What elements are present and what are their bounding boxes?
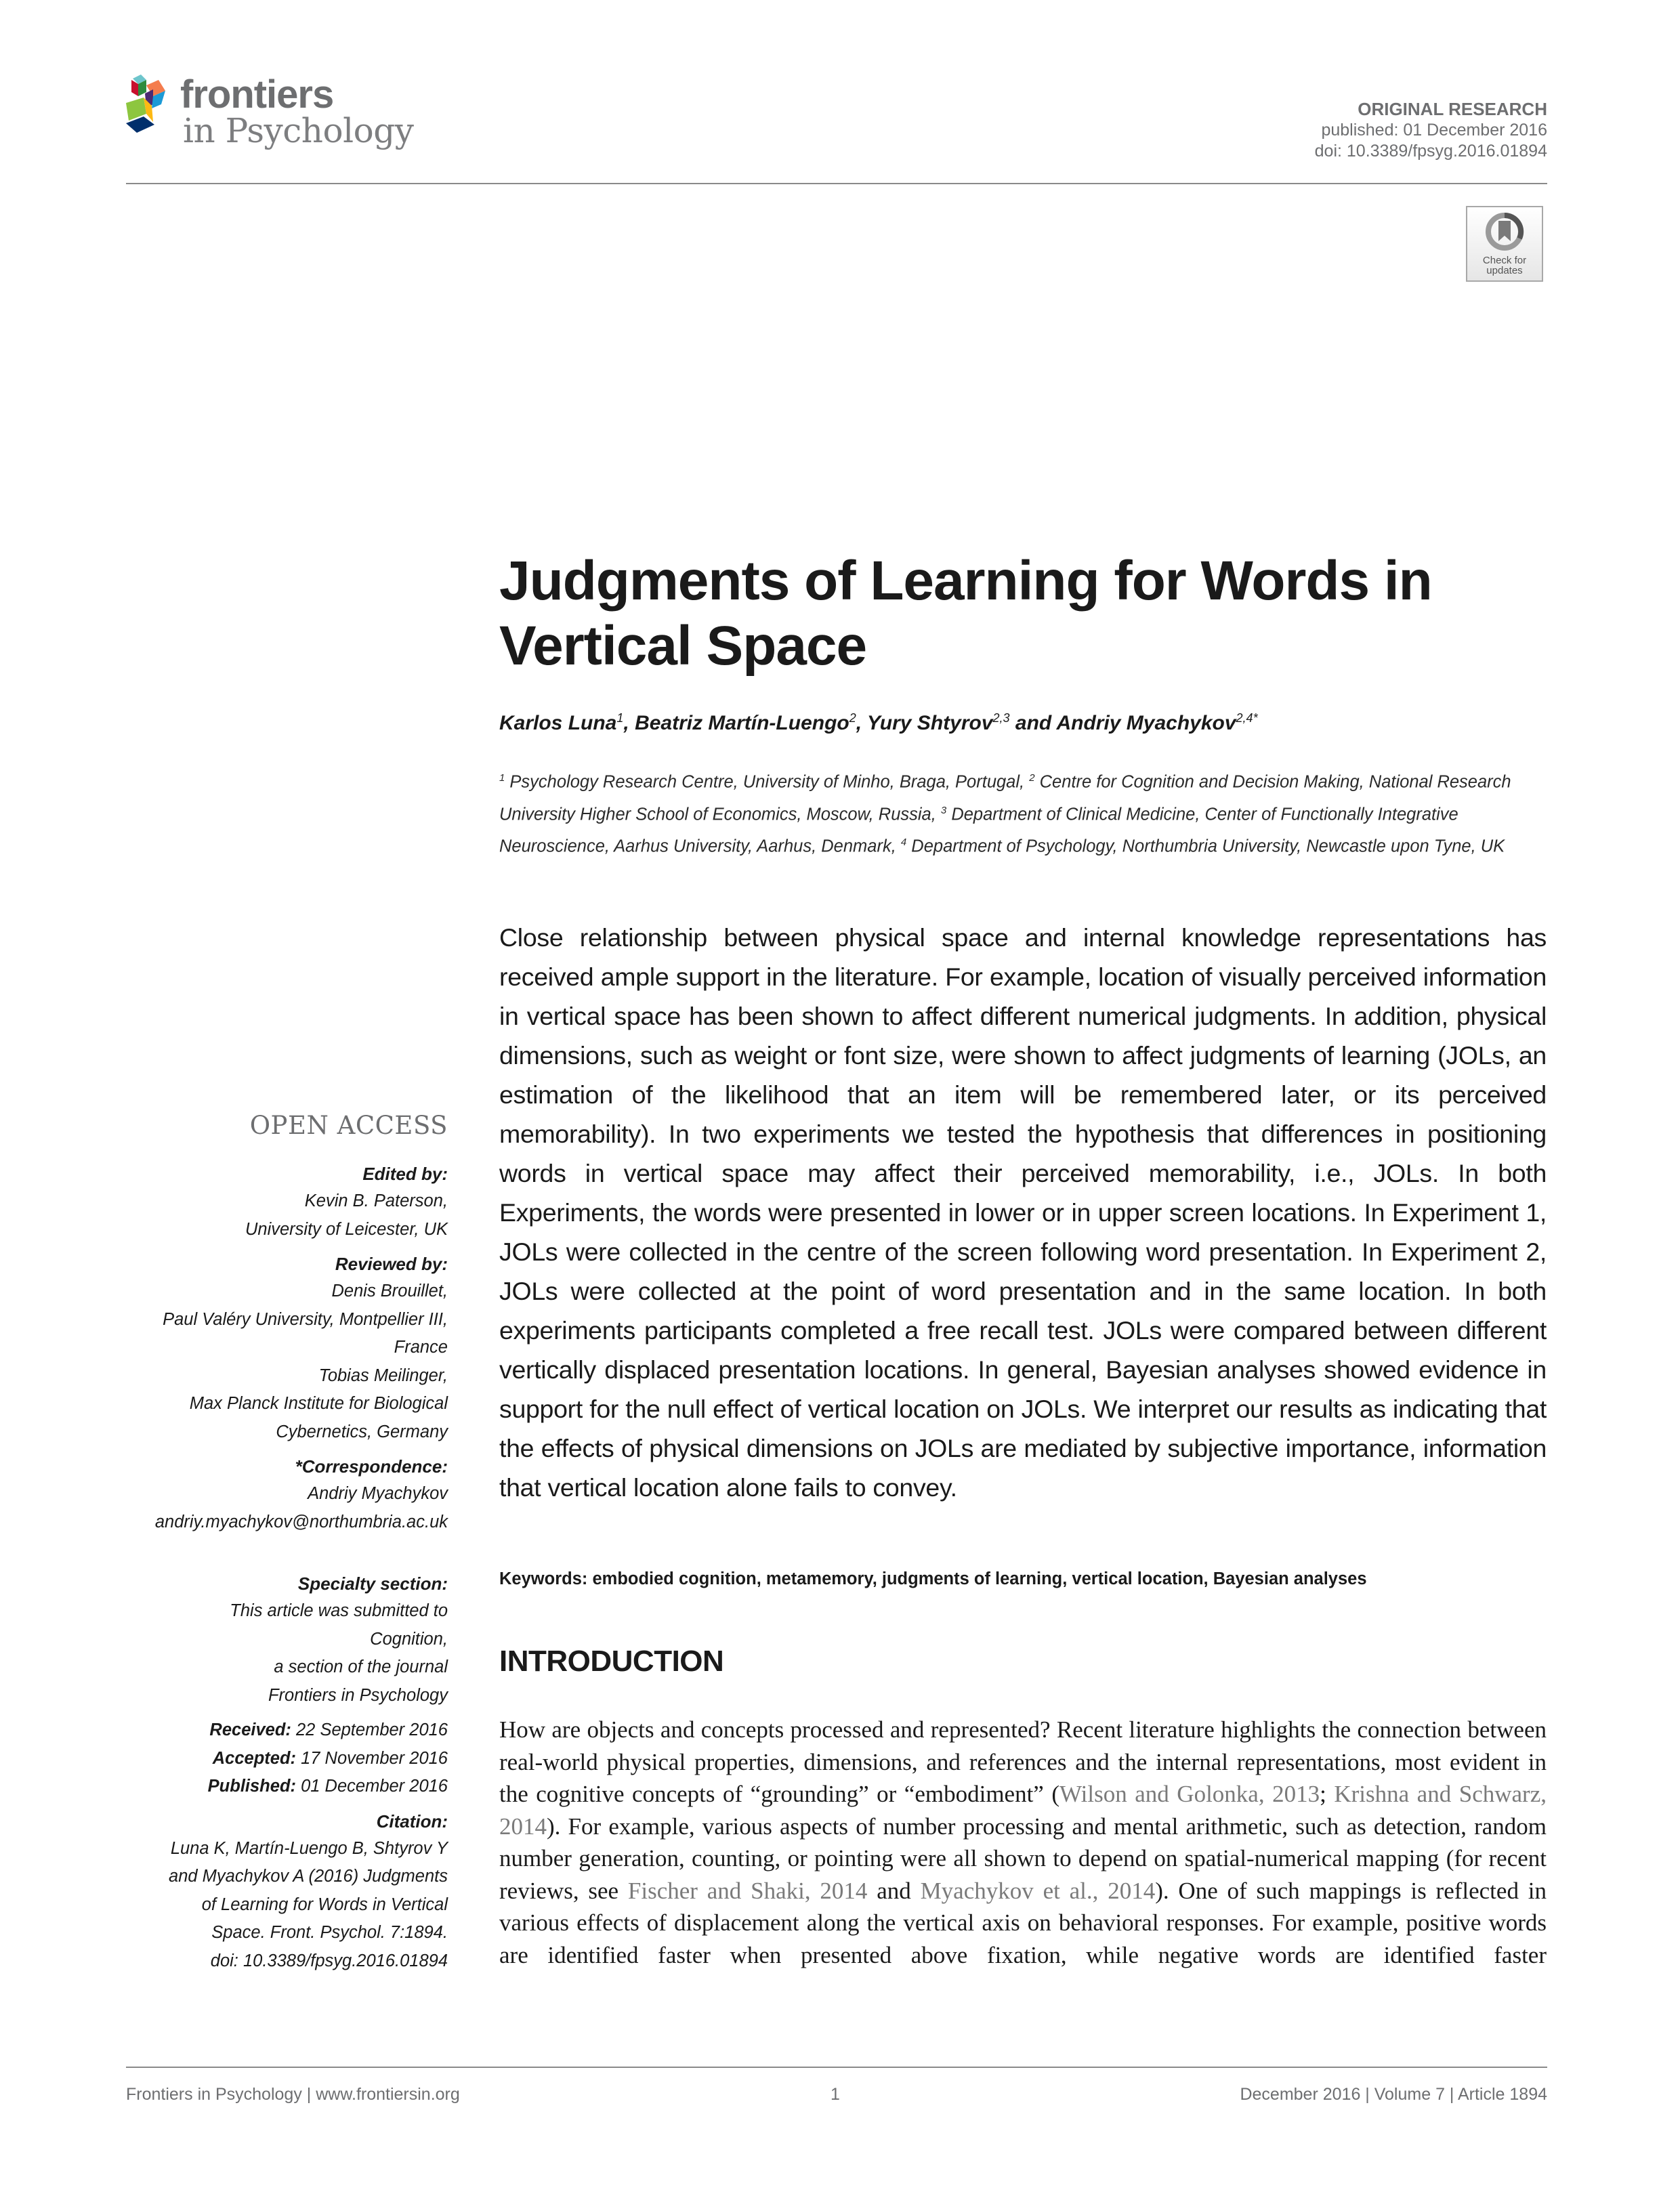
- footer-issue-info: December 2016 | Volume 7 | Article 1894: [1240, 2085, 1547, 2104]
- citation-link[interactable]: Myachykov et al., 2014: [920, 1877, 1156, 1904]
- specialty-text: Cognition,: [370, 1629, 448, 1649]
- reviewer-name: Denis Brouillet,: [331, 1282, 448, 1300]
- frontiers-cubes-icon: [126, 73, 177, 135]
- logo-wordmark: frontiers: [180, 72, 334, 117]
- citation-link[interactable]: Krishna and Schwarz, 2014: [499, 1781, 1547, 1840]
- correspondence-name: Andriy Myachykov: [308, 1484, 448, 1503]
- citation-text: and Myachykov A (2016) Judgments: [169, 1867, 448, 1886]
- edited-by-label: Edited by:: [362, 1164, 448, 1184]
- citation-text: Luna K, Martín-Luengo B, Shtyrov Y: [170, 1838, 448, 1858]
- correspondence-email[interactable]: andriy.myachykov@northumbria.ac.uk: [154, 1512, 448, 1531]
- introduction-heading: INTRODUCTION: [499, 1645, 724, 1678]
- check-updates-line1: Check for: [1482, 255, 1527, 266]
- published-date: published: 01 December 2016: [1321, 121, 1547, 140]
- citation-link[interactable]: Fischer and Shaki, 2014: [627, 1877, 868, 1904]
- specialty-text: a section of the journal: [274, 1657, 448, 1676]
- editor-name: Kevin B. Paterson,: [304, 1191, 448, 1210]
- article-type: ORIGINAL RESEARCH: [1358, 99, 1547, 119]
- reviewer-name: Tobias Meilinger,: [318, 1366, 448, 1385]
- footer-journal-link[interactable]: Frontiers in Psychology | www.frontiersin.org: [126, 2085, 460, 2104]
- abstract: Close relationship between physical space and internal knowledge representations has received ample support in the literature. For example, location of visually perceived information in vertical space has been shown to affect different numerical judgments. In addition, physical dimensions, such as weight or font size, were shown to affect judgments of learning (JOLs, an estimation of the likelihood that an item will be remembered later, or its perceived memorability). In two experiments we tested the hypothesis that differences in positioning words in vertical space may affect their perceived memorability, i.e., JOLs. In both Experiments, the words were presented in lower or in upper screen locations. In Experiment 1, JOLs were collected in the centre of the screen following word presentation. In Experiment 2, JOLs were collected at the point of word presentation and in the same location. In both experiments participants completed a free recall test. JOLs were compared between different vertically displaced presentation locations. In general, Bayesian analyses showed evidence in support for the null effect of vertical location on JOLs. We interpret our results as indicating that the effects of physical dimensions on JOLs are mediated by subjective importance, information that vertical location alone fails to convey.: [499, 923, 1547, 1502]
- footer-divider: [126, 2067, 1547, 2068]
- introduction-body: How are objects and concepts processed and represented? Recent literature highlights the connection between real-world physical properties, dimensions, and references and the internal representations, most evident in the cognitive concepts of “grounding” or “embodiment” (Wilson and Golonka, 2013; Krishna and Schwarz, 2014). For example, various aspects of number processing and mental arithmetic, such as detection, random number generation, counting, or pointing were all shown to depend on spatial-numerical mapping (for recent reviews, see Fischer and Shaki, 2014 and Myachykov et al., 2014). One of such mappings is reflected in various effects of displacement along the vertical axis on behavioral responses. For example, positive words are identified faster when presented above fixation, while negative words are identified faster: [499, 1716, 1547, 1968]
- affiliations: $^1$ Psychology Research Centre, University of Minho, Braga, Portugal, $^2$ Centre for Cognition and Decision Making, National Research University Higher School of Economics, Moscow, Russia, $^3$ Department of Clinical Medicine, Center of Functionally Integrative Neuroscience, Aarhus University, Aarhus, Denmark, $^4$ Department of Psychology, Northumbria University, Newcastle upon Tyne, UK: [499, 772, 1511, 856]
- header-divider: [126, 183, 1547, 184]
- citation-doi[interactable]: doi: 10.3389/fpsyg.2016.01894: [210, 1951, 448, 1970]
- bookmark-ring-icon: [1484, 211, 1525, 252]
- author[interactable]: Andriy Myachykov$^{2,4*}$: [1056, 711, 1258, 734]
- correspondence-label: *Correspondence:: [295, 1456, 448, 1477]
- keywords-label: Keywords:: [499, 1569, 588, 1588]
- article-sidebar: [68, 1111, 448, 1975]
- editor-affiliation: University of Leicester, UK: [245, 1219, 448, 1239]
- keywords: [499, 1569, 1367, 1589]
- open-access-label: OPEN ACCESS: [249, 1111, 448, 1140]
- journal-logo[interactable]: [126, 73, 444, 168]
- check-for-updates-button[interactable]: [1466, 206, 1543, 282]
- article-title: Judgments of Learning for Words in Vertical Space: [499, 550, 1432, 677]
- reviewer-affiliation: Max Planck Institute for Biological: [189, 1394, 448, 1413]
- published-date-sidebar: Published: 01 December 2016: [207, 1777, 448, 1796]
- logo-journal-name: in Psychology: [183, 111, 414, 150]
- specialty-section-label: Specialty section:: [297, 1573, 448, 1594]
- reviewed-by-label: Reviewed by:: [335, 1254, 448, 1274]
- accepted-date: Accepted: 17 November 2016: [212, 1748, 448, 1768]
- page-number: 1: [831, 2085, 840, 2104]
- specialty-text: Frontiers in Psychology: [268, 1685, 448, 1705]
- citation-link[interactable]: Wilson and Golonka, 2013: [1059, 1781, 1320, 1807]
- keywords-list: embodied cognition, metamemory, judgments of learning, vertical location, Bayesian analyses: [587, 1569, 1367, 1588]
- check-updates-line2: updates: [1486, 265, 1523, 276]
- author-list: Karlos Luna$^1$, Beatriz Martín-Luengo$^2$, Yury Shtyrov$^{2,3}$ and Andriy Myachykov$^{2,4*}$: [499, 711, 1258, 734]
- reviewer-affiliation: Cybernetics, Germany: [276, 1422, 448, 1441]
- citation-text: Space. Front. Psychol. 7:1894.: [211, 1923, 448, 1942]
- author[interactable]: Karlos Luna$^1$: [499, 711, 624, 734]
- author[interactable]: Beatriz Martín-Luengo$^2$: [635, 711, 856, 734]
- article-meta: [1315, 99, 1547, 162]
- article-doi[interactable]: doi: 10.3389/fpsyg.2016.01894: [1314, 142, 1547, 161]
- specialty-text: This article was submitted to: [230, 1601, 448, 1620]
- citation-text: of Learning for Words in Vertical: [201, 1895, 448, 1914]
- citation-label: Citation:: [376, 1811, 448, 1832]
- reviewer-affiliation: France: [394, 1338, 448, 1357]
- reviewer-affiliation: Paul Valéry University, Montpellier III,: [163, 1309, 448, 1329]
- received-date: Received: 22 September 2016: [209, 1720, 448, 1739]
- author[interactable]: Yury Shtyrov$^{2,3}$: [866, 711, 1010, 734]
